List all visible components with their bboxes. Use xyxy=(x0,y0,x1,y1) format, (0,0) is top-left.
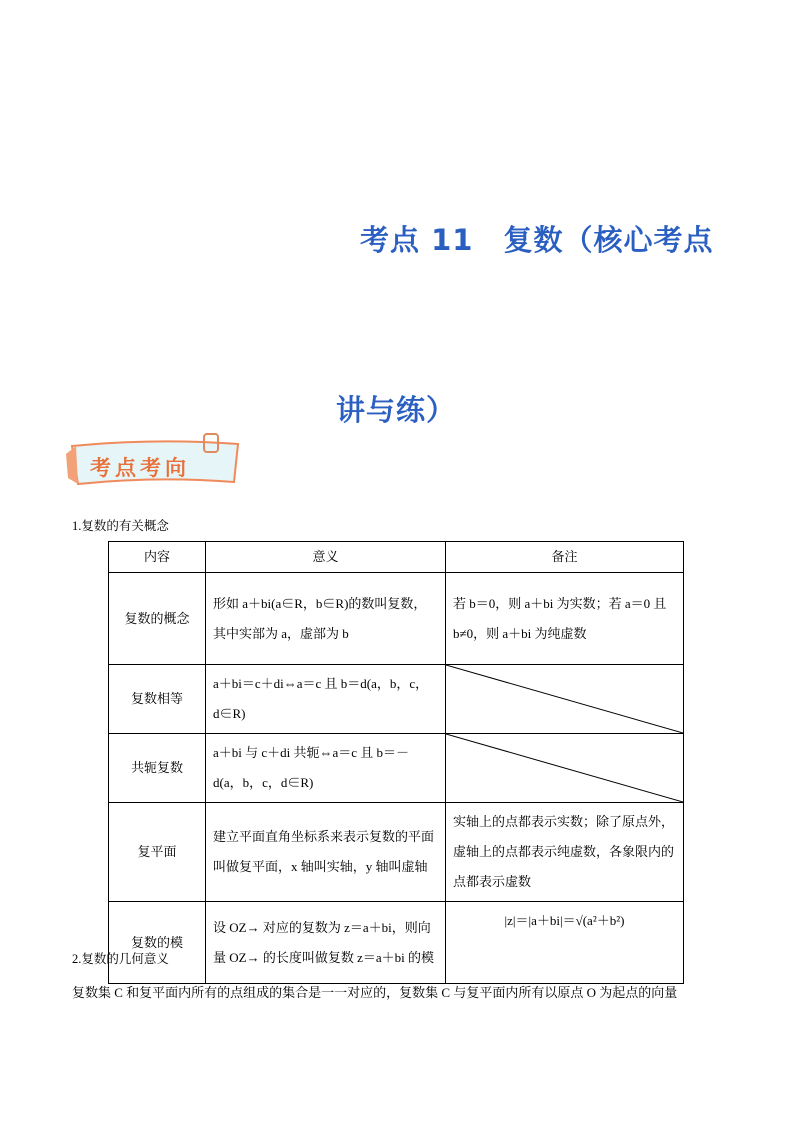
table-row xyxy=(109,665,684,734)
table-cell-note: 实轴上的点都表示实数；除了原点外，虚轴上的点都表示纯虚数，各象限内的点都表示虚数 xyxy=(446,803,684,902)
diagonal-slash xyxy=(446,665,683,733)
table-cell-note-empty xyxy=(446,734,684,803)
diagonal-slash xyxy=(446,734,683,802)
table-row xyxy=(109,902,684,984)
table-cell-meaning: a＋bi＝c＋di⇔a＝c 且 b＝d(a，b，c，d∈R) xyxy=(206,665,446,734)
document-title-line2: 讲与练） xyxy=(336,393,457,427)
table-cell-note: |z|＝|a＋bi|＝√(a²＋b²) xyxy=(446,902,684,984)
table-cell-note-empty xyxy=(446,665,684,734)
table-header-row xyxy=(109,542,684,573)
table-header: 意义 xyxy=(206,542,446,573)
section2-heading: 2.复数的几何意义 xyxy=(72,952,169,966)
table-cell-content: 复数相等 xyxy=(109,665,206,734)
table-header: 备注 xyxy=(446,542,684,573)
table-row xyxy=(109,734,684,803)
banner-label: 考点考向 xyxy=(90,456,190,480)
table-cell-content: 复数的概念 xyxy=(109,573,206,665)
table-cell-meaning: 形如 a＋bi(a∈R，b∈R)的数叫复数，其中实部为 a，虚部为 b xyxy=(206,573,446,665)
table-cell-note: 若 b＝0，则 a＋bi 为实数；若 a＝0 且 b≠0，则 a＋bi 为纯虚数 xyxy=(446,573,684,665)
table-cell-meaning: a＋bi 与 c＋di 共轭⇔a＝c 且 b＝－d(a，b，c，d∈R) xyxy=(206,734,446,803)
table-cell-meaning: 设 OZ→ 对应的复数为 z＝a＋bi，则向量 OZ→ 的长度叫做复数 z＝a＋bi 的模 xyxy=(206,902,446,984)
table-header: 内容 xyxy=(109,542,206,573)
document-title-line1: 考点 11 复数（核心考点 xyxy=(360,223,714,257)
table-row xyxy=(109,573,684,665)
table-cell-meaning: 建立平面直角坐标系来表示复数的平面叫做复平面，x 轴叫实轴，y 轴叫虚轴 xyxy=(206,803,446,902)
table-cell-content: 复平面 xyxy=(109,803,206,902)
section2-paragraph: 复数集 C 和复平面内所有的点组成的集合是一一对应的，复数集 C 与复平面内所有以原点 O 为起点的向量 xyxy=(72,985,678,1000)
table-cell-content: 共轭复数 xyxy=(109,734,206,803)
concept-table xyxy=(108,541,684,984)
table-cell-content: 复数的模 xyxy=(109,902,206,984)
section1-heading: 1.复数的有关概念 xyxy=(72,519,169,533)
table-row xyxy=(109,803,684,902)
